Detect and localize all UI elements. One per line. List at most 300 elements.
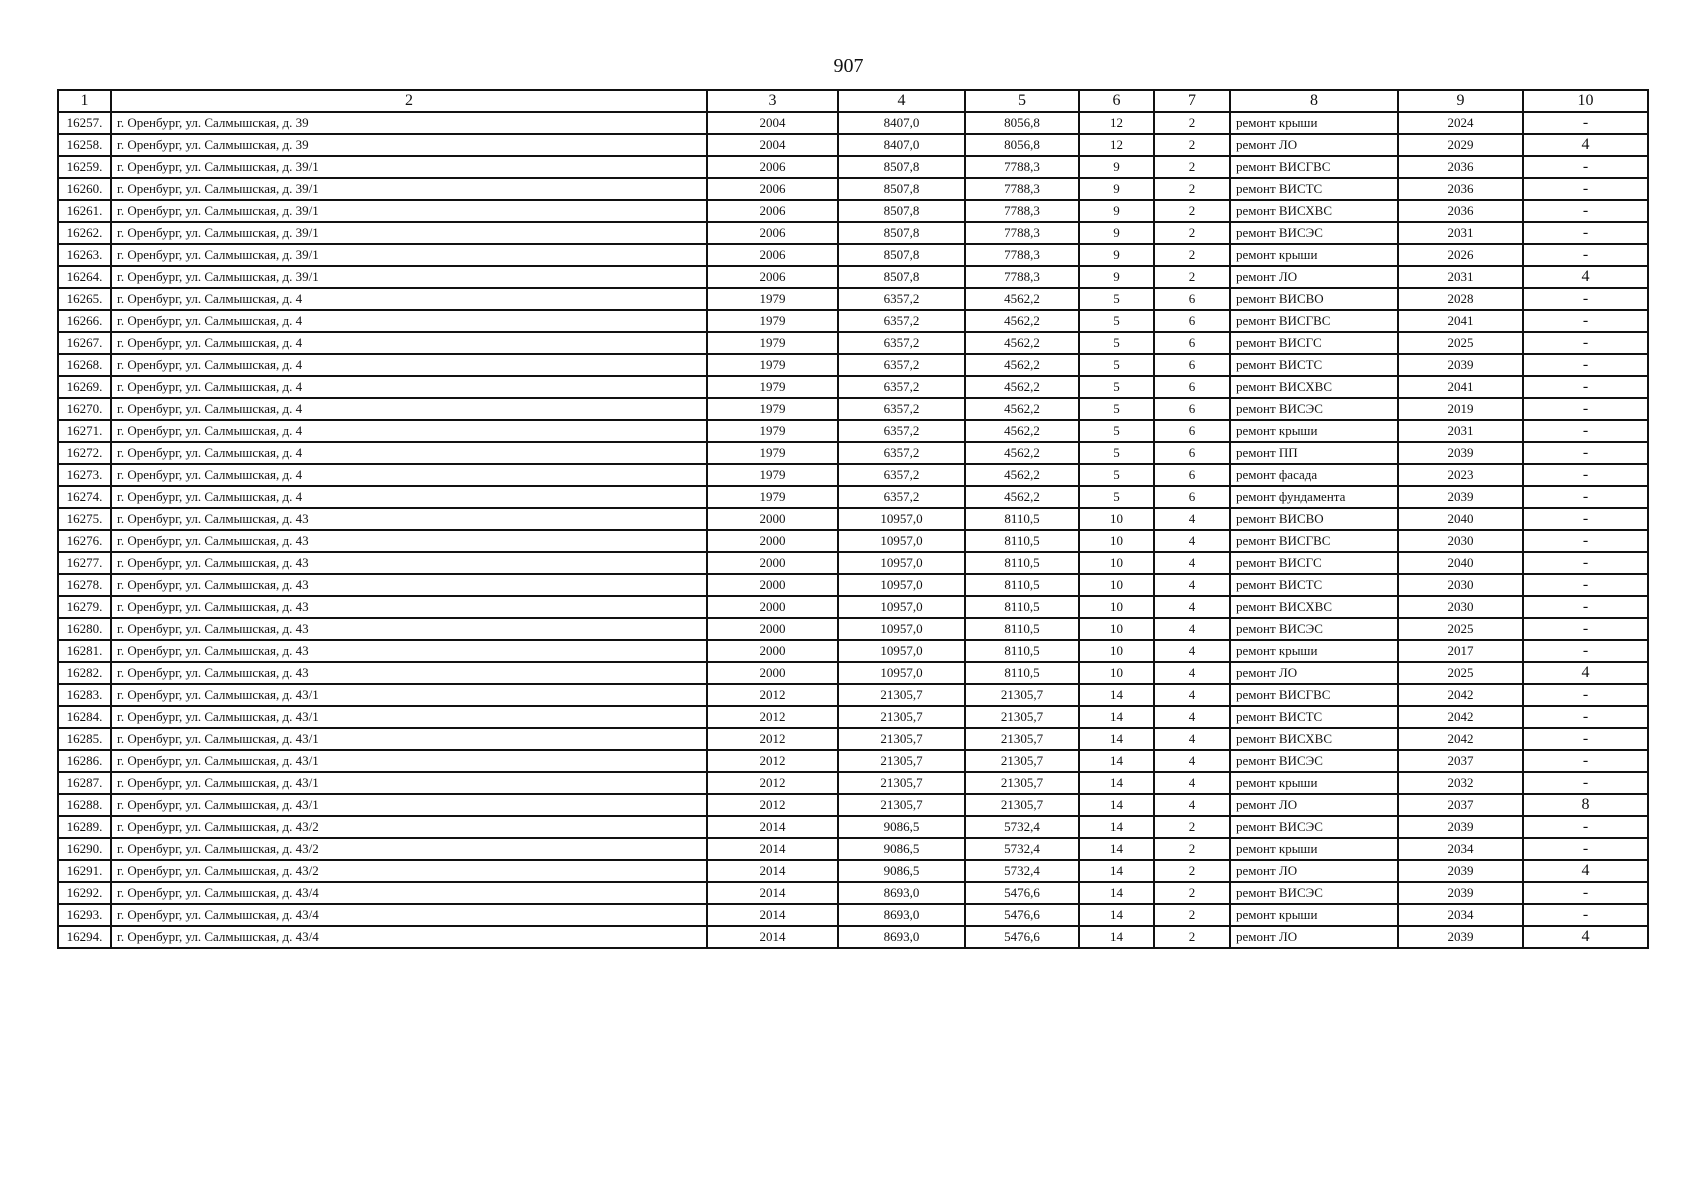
column-header-8: 8: [1230, 90, 1398, 112]
cell-floors: 14: [1079, 706, 1154, 728]
cell-living-area: 7788,3: [965, 266, 1079, 288]
cell-repair-year: 2040: [1398, 508, 1523, 530]
cell-elevators: -: [1523, 178, 1648, 200]
cell-entrances: 4: [1154, 750, 1230, 772]
cell-work-type: ремонт ВИСГВС: [1230, 684, 1398, 706]
cell-total-area: 8507,8: [838, 156, 965, 178]
cell-floors: 5: [1079, 376, 1154, 398]
cell-floors: 14: [1079, 816, 1154, 838]
cell-construction-year: 2006: [707, 178, 838, 200]
cell-living-area: 5476,6: [965, 882, 1079, 904]
table-row: [58, 310, 1648, 332]
cell-floors: 5: [1079, 420, 1154, 442]
cell-floors: 14: [1079, 860, 1154, 882]
cell-living-area: 8110,5: [965, 596, 1079, 618]
cell-entrances: 6: [1154, 310, 1230, 332]
cell-elevators: 8: [1523, 794, 1648, 816]
page-number: 907: [833, 55, 864, 77]
cell-elevators: -: [1523, 200, 1648, 222]
column-header-4: 4: [838, 90, 965, 112]
cell-work-type: ремонт крыши: [1230, 772, 1398, 794]
cell-construction-year: 2012: [707, 728, 838, 750]
cell-entrances: 2: [1154, 838, 1230, 860]
cell-floors: 5: [1079, 464, 1154, 486]
table-row: [58, 200, 1648, 222]
cell-construction-year: 1979: [707, 310, 838, 332]
cell-construction-year: 1979: [707, 288, 838, 310]
cell-total-area: 6357,2: [838, 310, 965, 332]
cell-work-type: ремонт крыши: [1230, 838, 1398, 860]
cell-repair-year: 2030: [1398, 530, 1523, 552]
cell-work-type: ремонт ВИСХВС: [1230, 376, 1398, 398]
cell-entrances: 2: [1154, 134, 1230, 156]
cell-row-number: 16271.: [58, 420, 111, 442]
cell-floors: 5: [1079, 310, 1154, 332]
cell-repair-year: 2042: [1398, 728, 1523, 750]
cell-construction-year: 2000: [707, 574, 838, 596]
cell-construction-year: 2004: [707, 112, 838, 134]
cell-total-area: 8507,8: [838, 178, 965, 200]
cell-entrances: 2: [1154, 860, 1230, 882]
cell-living-area: 21305,7: [965, 794, 1079, 816]
cell-work-type: ремонт ВИСЭС: [1230, 750, 1398, 772]
cell-entrances: 2: [1154, 156, 1230, 178]
cell-entrances: 2: [1154, 926, 1230, 948]
cell-elevators: -: [1523, 244, 1648, 266]
cell-elevators: -: [1523, 574, 1648, 596]
cell-floors: 5: [1079, 442, 1154, 464]
cell-construction-year: 1979: [707, 486, 838, 508]
cell-living-area: 8110,5: [965, 662, 1079, 684]
cell-row-number: 16280.: [58, 618, 111, 640]
cell-total-area: 10957,0: [838, 508, 965, 530]
cell-elevators: -: [1523, 222, 1648, 244]
cell-construction-year: 2006: [707, 222, 838, 244]
cell-living-area: 4562,2: [965, 464, 1079, 486]
table-row: [58, 442, 1648, 464]
cell-address: г. Оренбург, ул. Салмышская, д. 43/4: [111, 904, 707, 926]
cell-repair-year: 2039: [1398, 926, 1523, 948]
cell-construction-year: 1979: [707, 354, 838, 376]
cell-address: г. Оренбург, ул. Салмышская, д. 39/1: [111, 266, 707, 288]
cell-living-area: 7788,3: [965, 156, 1079, 178]
cell-elevators: -: [1523, 332, 1648, 354]
cell-entrances: 2: [1154, 904, 1230, 926]
cell-elevators: 4: [1523, 926, 1648, 948]
cell-repair-year: 2025: [1398, 618, 1523, 640]
cell-floors: 10: [1079, 574, 1154, 596]
table-row: [58, 772, 1648, 794]
cell-construction-year: 2014: [707, 816, 838, 838]
cell-elevators: -: [1523, 596, 1648, 618]
cell-floors: 14: [1079, 882, 1154, 904]
cell-row-number: 16257.: [58, 112, 111, 134]
table-row: [58, 376, 1648, 398]
cell-repair-year: 2023: [1398, 464, 1523, 486]
cell-address: г. Оренбург, ул. Салмышская, д. 39/1: [111, 244, 707, 266]
cell-total-area: 10957,0: [838, 552, 965, 574]
cell-row-number: 16293.: [58, 904, 111, 926]
cell-repair-year: 2017: [1398, 640, 1523, 662]
cell-elevators: -: [1523, 486, 1648, 508]
cell-repair-year: 2028: [1398, 288, 1523, 310]
table-row: [58, 860, 1648, 882]
cell-row-number: 16260.: [58, 178, 111, 200]
cell-elevators: -: [1523, 904, 1648, 926]
cell-total-area: 21305,7: [838, 794, 965, 816]
cell-elevators: -: [1523, 552, 1648, 574]
cell-living-area: 5476,6: [965, 926, 1079, 948]
cell-floors: 5: [1079, 398, 1154, 420]
cell-construction-year: 2000: [707, 662, 838, 684]
cell-entrances: 4: [1154, 640, 1230, 662]
cell-construction-year: 2012: [707, 684, 838, 706]
cell-elevators: 4: [1523, 860, 1648, 882]
table-row: [58, 420, 1648, 442]
cell-address: г. Оренбург, ул. Салмышская, д. 4: [111, 310, 707, 332]
cell-row-number: 16282.: [58, 662, 111, 684]
cell-entrances: 2: [1154, 112, 1230, 134]
table-row: [58, 662, 1648, 684]
cell-living-area: 4562,2: [965, 310, 1079, 332]
cell-entrances: 6: [1154, 398, 1230, 420]
cell-elevators: -: [1523, 816, 1648, 838]
cell-entrances: 4: [1154, 706, 1230, 728]
cell-living-area: 8110,5: [965, 508, 1079, 530]
cell-address: г. Оренбург, ул. Салмышская, д. 43: [111, 530, 707, 552]
cell-entrances: 6: [1154, 420, 1230, 442]
cell-construction-year: 2014: [707, 838, 838, 860]
cell-work-type: ремонт ВИСЭС: [1230, 816, 1398, 838]
cell-entrances: 4: [1154, 552, 1230, 574]
cell-repair-year: 2039: [1398, 354, 1523, 376]
cell-work-type: ремонт ВИСГВС: [1230, 530, 1398, 552]
cell-work-type: ремонт ВИСЭС: [1230, 618, 1398, 640]
cell-construction-year: 2014: [707, 860, 838, 882]
cell-row-number: 16272.: [58, 442, 111, 464]
cell-row-number: 16281.: [58, 640, 111, 662]
table-body: [58, 112, 1648, 948]
cell-work-type: ремонт ЛО: [1230, 860, 1398, 882]
cell-row-number: 16286.: [58, 750, 111, 772]
cell-total-area: 10957,0: [838, 530, 965, 552]
cell-elevators: -: [1523, 838, 1648, 860]
cell-floors: 5: [1079, 354, 1154, 376]
cell-repair-year: 2039: [1398, 816, 1523, 838]
cell-row-number: 16264.: [58, 266, 111, 288]
cell-work-type: ремонт ВИСТС: [1230, 574, 1398, 596]
cell-work-type: ремонт ВИСТС: [1230, 178, 1398, 200]
table-row: [58, 112, 1648, 134]
cell-elevators: -: [1523, 530, 1648, 552]
cell-floors: 10: [1079, 530, 1154, 552]
cell-construction-year: 2012: [707, 772, 838, 794]
cell-construction-year: 2000: [707, 530, 838, 552]
cell-elevators: -: [1523, 728, 1648, 750]
table-row: [58, 486, 1648, 508]
table-row: [58, 530, 1648, 552]
cell-address: г. Оренбург, ул. Салмышская, д. 43/4: [111, 882, 707, 904]
cell-floors: 14: [1079, 794, 1154, 816]
cell-living-area: 7788,3: [965, 178, 1079, 200]
cell-work-type: ремонт ВИСГС: [1230, 332, 1398, 354]
table-row: [58, 134, 1648, 156]
table-row: [58, 552, 1648, 574]
cell-elevators: -: [1523, 420, 1648, 442]
column-header-9: 9: [1398, 90, 1523, 112]
cell-address: г. Оренбург, ул. Салмышская, д. 43/1: [111, 684, 707, 706]
cell-construction-year: 2014: [707, 904, 838, 926]
cell-entrances: 4: [1154, 508, 1230, 530]
table-row: [58, 354, 1648, 376]
cell-elevators: -: [1523, 684, 1648, 706]
cell-address: г. Оренбург, ул. Салмышская, д. 43: [111, 508, 707, 530]
cell-floors: 14: [1079, 838, 1154, 860]
cell-living-area: 7788,3: [965, 244, 1079, 266]
cell-row-number: 16292.: [58, 882, 111, 904]
cell-floors: 5: [1079, 486, 1154, 508]
column-header-2: 2: [111, 90, 707, 112]
cell-floors: 9: [1079, 244, 1154, 266]
cell-living-area: 21305,7: [965, 706, 1079, 728]
cell-row-number: 16263.: [58, 244, 111, 266]
cell-entrances: 4: [1154, 728, 1230, 750]
cell-address: г. Оренбург, ул. Салмышская, д. 4: [111, 420, 707, 442]
cell-work-type: ремонт ВИСГС: [1230, 552, 1398, 574]
table-row: [58, 574, 1648, 596]
column-header-7: 7: [1154, 90, 1230, 112]
cell-construction-year: 2004: [707, 134, 838, 156]
cell-work-type: ремонт крыши: [1230, 112, 1398, 134]
cell-elevators: -: [1523, 618, 1648, 640]
cell-address: г. Оренбург, ул. Салмышская, д. 4: [111, 354, 707, 376]
cell-work-type: ремонт ВИСВО: [1230, 288, 1398, 310]
cell-repair-year: 2039: [1398, 486, 1523, 508]
cell-row-number: 16270.: [58, 398, 111, 420]
cell-entrances: 4: [1154, 530, 1230, 552]
cell-address: г. Оренбург, ул. Салмышская, д. 43: [111, 618, 707, 640]
cell-repair-year: 2034: [1398, 838, 1523, 860]
column-header-5: 5: [965, 90, 1079, 112]
table-row: [58, 904, 1648, 926]
cell-total-area: 8507,8: [838, 222, 965, 244]
cell-repair-year: 2041: [1398, 376, 1523, 398]
cell-construction-year: 2000: [707, 640, 838, 662]
cell-living-area: 4562,2: [965, 376, 1079, 398]
cell-elevators: -: [1523, 706, 1648, 728]
cell-total-area: 6357,2: [838, 376, 965, 398]
cell-row-number: 16265.: [58, 288, 111, 310]
cell-floors: 12: [1079, 112, 1154, 134]
cell-total-area: 6357,2: [838, 442, 965, 464]
cell-work-type: ремонт фундамента: [1230, 486, 1398, 508]
table-row: [58, 222, 1648, 244]
cell-repair-year: 2030: [1398, 574, 1523, 596]
cell-row-number: 16278.: [58, 574, 111, 596]
cell-row-number: 16283.: [58, 684, 111, 706]
cell-repair-year: 2036: [1398, 156, 1523, 178]
cell-living-area: 8110,5: [965, 552, 1079, 574]
cell-address: г. Оренбург, ул. Салмышская, д. 4: [111, 398, 707, 420]
cell-entrances: 4: [1154, 662, 1230, 684]
cell-floors: 10: [1079, 618, 1154, 640]
table-row: [58, 596, 1648, 618]
cell-row-number: 16262.: [58, 222, 111, 244]
cell-row-number: 16290.: [58, 838, 111, 860]
cell-repair-year: 2019: [1398, 398, 1523, 420]
cell-address: г. Оренбург, ул. Салмышская, д. 43: [111, 596, 707, 618]
cell-entrances: 2: [1154, 178, 1230, 200]
cell-floors: 10: [1079, 508, 1154, 530]
cell-construction-year: 2006: [707, 266, 838, 288]
cell-address: г. Оренбург, ул. Салмышская, д. 43/1: [111, 794, 707, 816]
cell-floors: 9: [1079, 156, 1154, 178]
cell-row-number: 16291.: [58, 860, 111, 882]
cell-living-area: 8110,5: [965, 618, 1079, 640]
table-row: [58, 816, 1648, 838]
cell-work-type: ремонт ЛО: [1230, 926, 1398, 948]
cell-row-number: 16275.: [58, 508, 111, 530]
cell-address: г. Оренбург, ул. Салмышская, д. 4: [111, 288, 707, 310]
cell-total-area: 6357,2: [838, 398, 965, 420]
cell-elevators: -: [1523, 464, 1648, 486]
table-row: [58, 728, 1648, 750]
cell-construction-year: 1979: [707, 376, 838, 398]
cell-construction-year: 1979: [707, 420, 838, 442]
cell-living-area: 8110,5: [965, 640, 1079, 662]
cell-floors: 12: [1079, 134, 1154, 156]
cell-repair-year: 2036: [1398, 178, 1523, 200]
cell-row-number: 16273.: [58, 464, 111, 486]
cell-living-area: 4562,2: [965, 442, 1079, 464]
cell-repair-year: 2026: [1398, 244, 1523, 266]
cell-row-number: 16284.: [58, 706, 111, 728]
cell-row-number: 16287.: [58, 772, 111, 794]
cell-entrances: 6: [1154, 288, 1230, 310]
cell-living-area: 4562,2: [965, 398, 1079, 420]
cell-elevators: -: [1523, 442, 1648, 464]
cell-address: г. Оренбург, ул. Салмышская, д. 43/1: [111, 706, 707, 728]
cell-work-type: ремонт ВИСГВС: [1230, 156, 1398, 178]
cell-row-number: 16277.: [58, 552, 111, 574]
cell-entrances: 6: [1154, 376, 1230, 398]
cell-floors: 9: [1079, 266, 1154, 288]
cell-floors: 10: [1079, 662, 1154, 684]
table-row: [58, 618, 1648, 640]
table-row: [58, 794, 1648, 816]
table-row: [58, 244, 1648, 266]
cell-elevators: 4: [1523, 662, 1648, 684]
table-row: [58, 288, 1648, 310]
cell-row-number: 16258.: [58, 134, 111, 156]
cell-living-area: 5732,4: [965, 816, 1079, 838]
cell-elevators: -: [1523, 508, 1648, 530]
cell-entrances: 4: [1154, 684, 1230, 706]
cell-construction-year: 1979: [707, 464, 838, 486]
cell-total-area: 21305,7: [838, 706, 965, 728]
cell-construction-year: 2000: [707, 508, 838, 530]
cell-address: г. Оренбург, ул. Салмышская, д. 43/1: [111, 772, 707, 794]
cell-entrances: 2: [1154, 882, 1230, 904]
cell-elevators: -: [1523, 398, 1648, 420]
cell-work-type: ремонт ВИСГВС: [1230, 310, 1398, 332]
table-row: [58, 266, 1648, 288]
cell-address: г. Оренбург, ул. Салмышская, д. 4: [111, 486, 707, 508]
cell-row-number: 16268.: [58, 354, 111, 376]
cell-entrances: 6: [1154, 442, 1230, 464]
cell-work-type: ремонт ВИСХВС: [1230, 596, 1398, 618]
cell-total-area: 10957,0: [838, 662, 965, 684]
cell-construction-year: 1979: [707, 442, 838, 464]
header-row: [58, 90, 1648, 112]
cell-total-area: 6357,2: [838, 420, 965, 442]
cell-address: г. Оренбург, ул. Салмышская, д. 43/2: [111, 838, 707, 860]
cell-total-area: 10957,0: [838, 640, 965, 662]
cell-repair-year: 2036: [1398, 200, 1523, 222]
cell-total-area: 8507,8: [838, 244, 965, 266]
cell-floors: 14: [1079, 728, 1154, 750]
cell-living-area: 5476,6: [965, 904, 1079, 926]
cell-construction-year: 2006: [707, 156, 838, 178]
cell-work-type: ремонт фасада: [1230, 464, 1398, 486]
table-row: [58, 640, 1648, 662]
cell-address: г. Оренбург, ул. Салмышская, д. 39/1: [111, 200, 707, 222]
cell-row-number: 16289.: [58, 816, 111, 838]
cell-total-area: 8507,8: [838, 266, 965, 288]
cell-repair-year: 2031: [1398, 266, 1523, 288]
table-row: [58, 926, 1648, 948]
cell-total-area: 21305,7: [838, 750, 965, 772]
cell-construction-year: 2000: [707, 618, 838, 640]
repair-schedule-table: [57, 89, 1649, 949]
cell-living-area: 8110,5: [965, 574, 1079, 596]
cell-total-area: 8693,0: [838, 882, 965, 904]
cell-entrances: 4: [1154, 772, 1230, 794]
cell-entrances: 6: [1154, 486, 1230, 508]
cell-row-number: 16269.: [58, 376, 111, 398]
cell-floors: 14: [1079, 750, 1154, 772]
cell-entrances: 4: [1154, 794, 1230, 816]
cell-repair-year: 2042: [1398, 684, 1523, 706]
cell-living-area: 21305,7: [965, 750, 1079, 772]
cell-address: г. Оренбург, ул. Салмышская, д. 39/1: [111, 222, 707, 244]
cell-work-type: ремонт крыши: [1230, 420, 1398, 442]
cell-entrances: 2: [1154, 266, 1230, 288]
cell-repair-year: 2037: [1398, 750, 1523, 772]
cell-construction-year: 2014: [707, 882, 838, 904]
cell-address: г. Оренбург, ул. Салмышская, д. 43/2: [111, 860, 707, 882]
table-row: [58, 706, 1648, 728]
cell-total-area: 6357,2: [838, 486, 965, 508]
cell-living-area: 8110,5: [965, 530, 1079, 552]
cell-elevators: -: [1523, 354, 1648, 376]
cell-address: г. Оренбург, ул. Салмышская, д. 39/1: [111, 156, 707, 178]
cell-total-area: 21305,7: [838, 684, 965, 706]
table-row: [58, 684, 1648, 706]
cell-living-area: 8056,8: [965, 134, 1079, 156]
cell-work-type: ремонт ЛО: [1230, 662, 1398, 684]
cell-repair-year: 2024: [1398, 112, 1523, 134]
cell-construction-year: 2012: [707, 706, 838, 728]
cell-total-area: 6357,2: [838, 464, 965, 486]
cell-living-area: 4562,2: [965, 420, 1079, 442]
cell-address: г. Оренбург, ул. Салмышская, д. 43/1: [111, 750, 707, 772]
cell-row-number: 16294.: [58, 926, 111, 948]
table-row: [58, 882, 1648, 904]
cell-work-type: ремонт крыши: [1230, 244, 1398, 266]
cell-address: г. Оренбург, ул. Салмышская, д. 4: [111, 442, 707, 464]
cell-work-type: ремонт ЛО: [1230, 134, 1398, 156]
